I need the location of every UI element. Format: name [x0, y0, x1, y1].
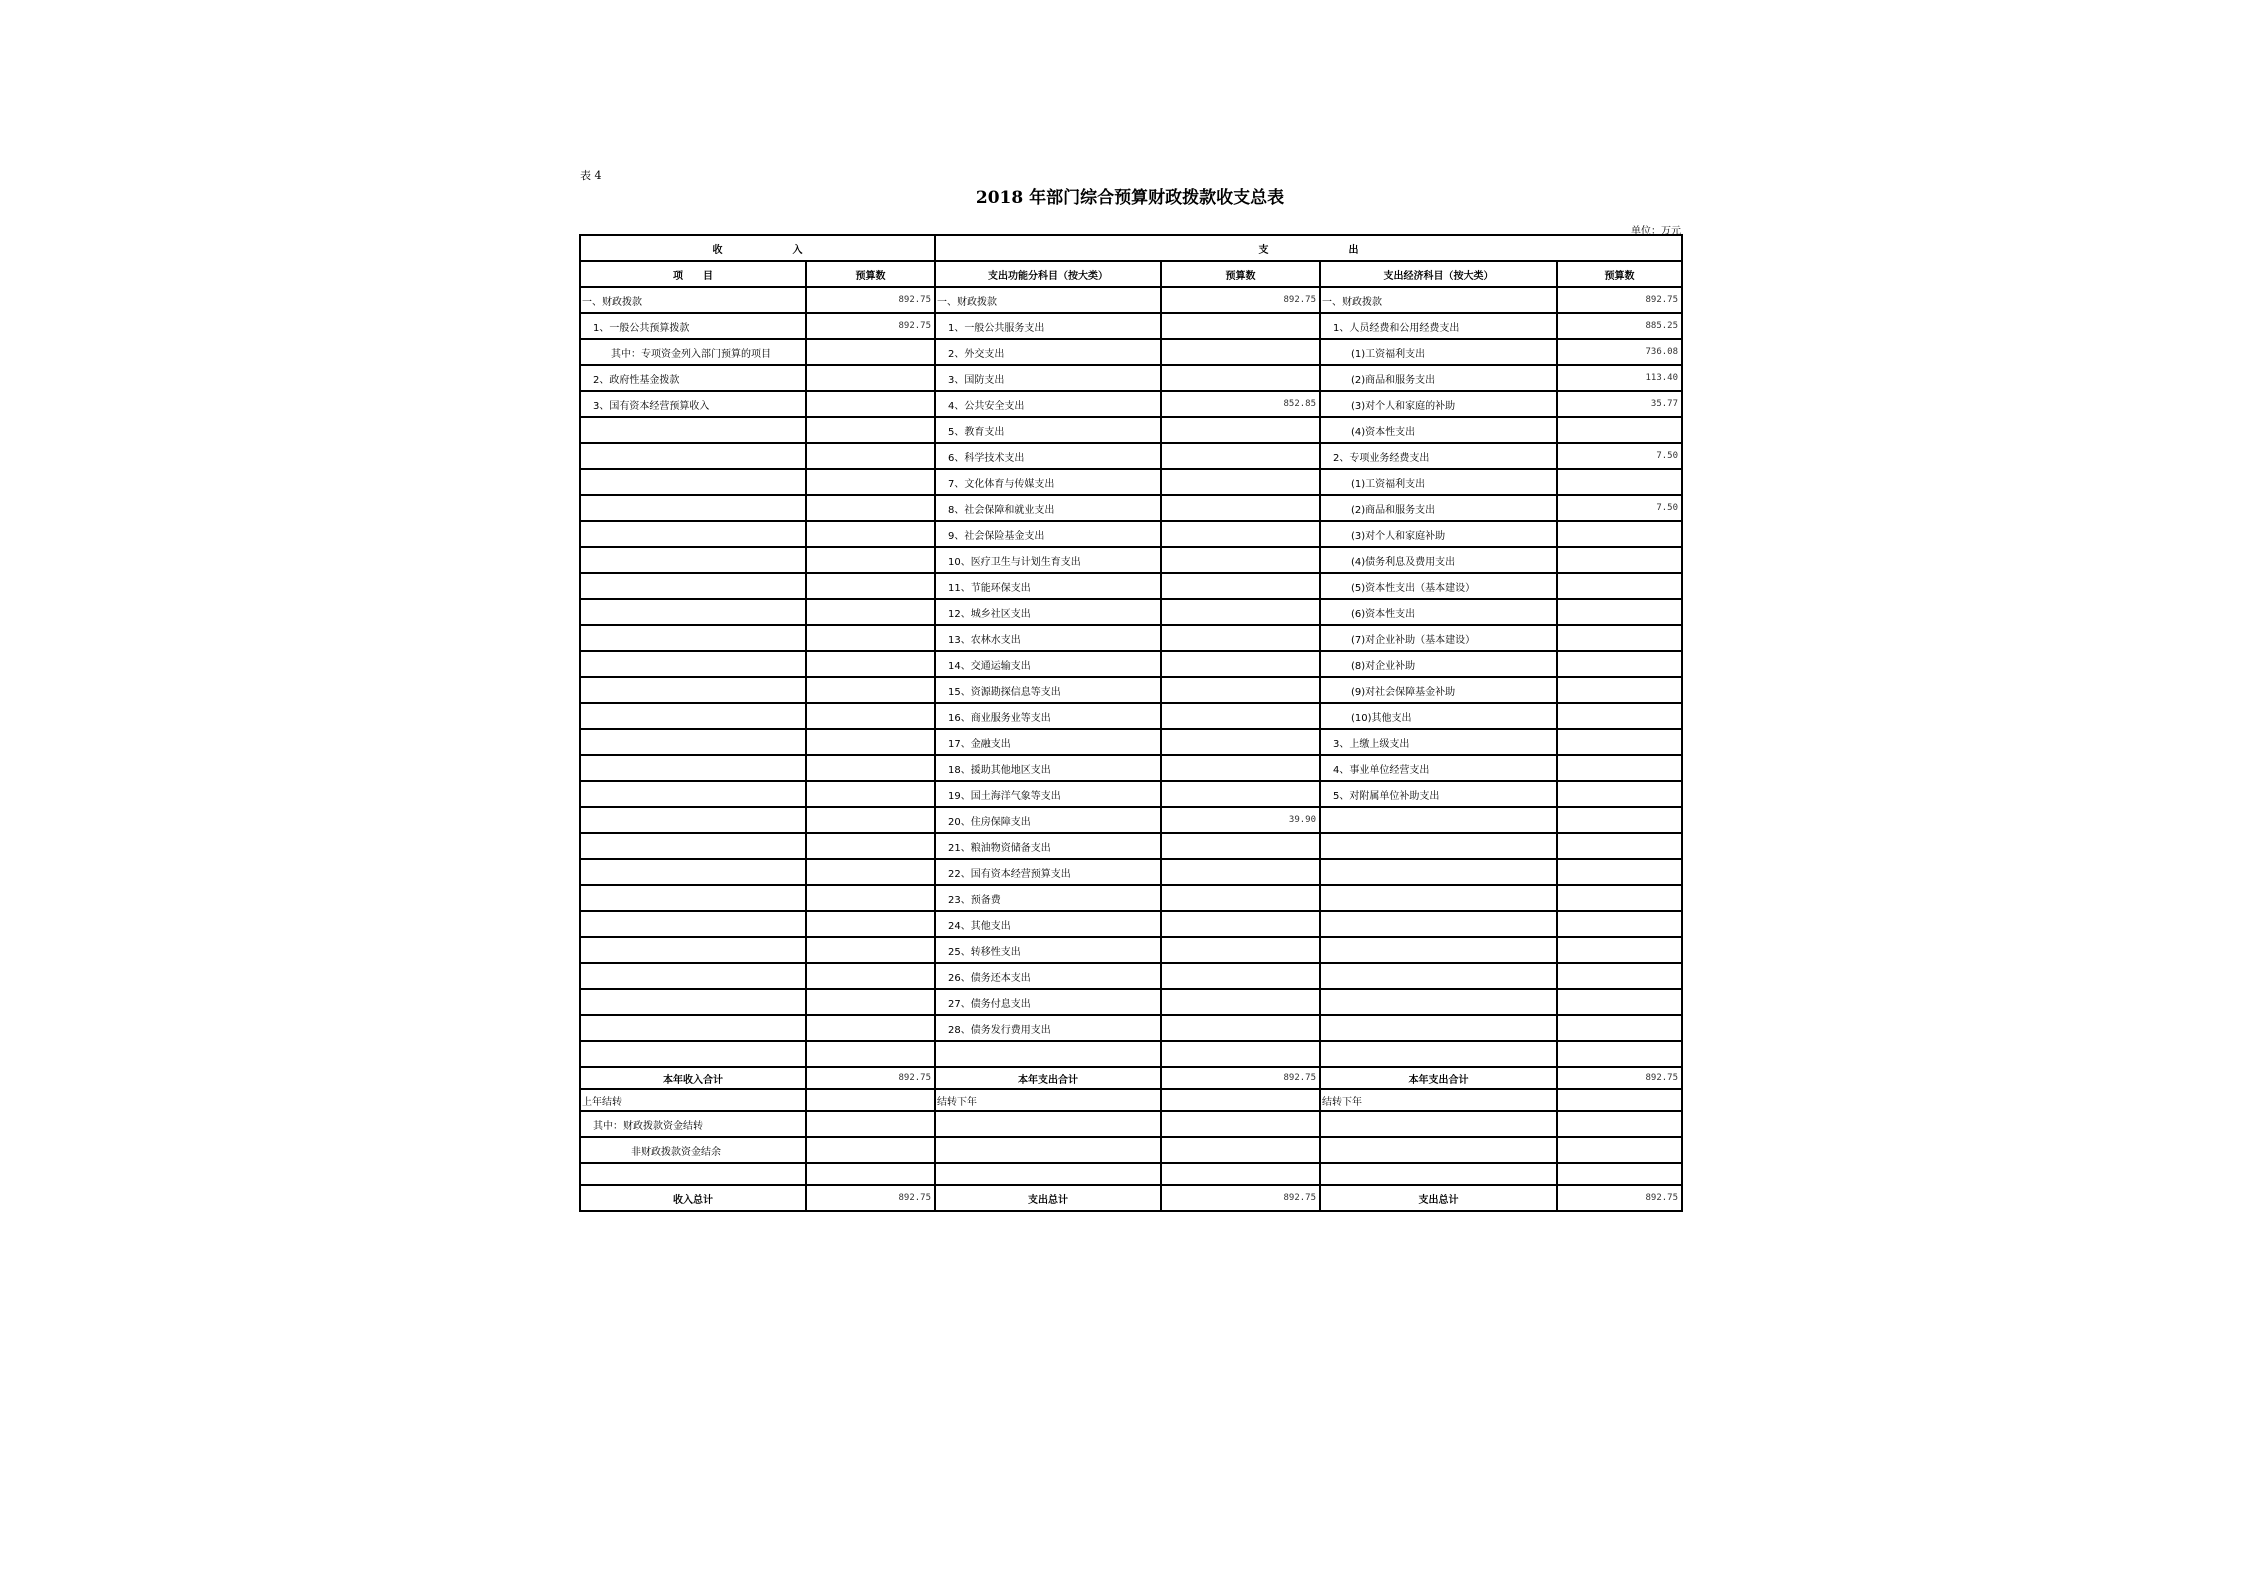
economic-budget-cell — [1557, 1015, 1682, 1041]
function-item-cell: 22、国有资本经营预算支出 — [935, 859, 1161, 885]
economic-budget-cell — [1557, 703, 1682, 729]
table-row — [580, 833, 1682, 859]
economic-item-cell — [1320, 937, 1557, 963]
nonfiscal-carry-label: 非财政拨款资金结余 — [580, 1137, 806, 1163]
economic-item-cell: 5、对附属单位补助支出 — [1320, 781, 1557, 807]
table-number: 表 4 — [580, 169, 602, 182]
empty-cell — [1161, 1111, 1320, 1137]
income-budget-cell — [806, 391, 935, 417]
table-row — [580, 729, 1682, 755]
income-budget-cell — [806, 677, 935, 703]
income-item-cell: 一、财政拨款 — [580, 287, 806, 313]
table-row — [580, 755, 1682, 781]
economic-budget-cell — [1557, 781, 1682, 807]
income-budget-cell — [806, 833, 935, 859]
table-row — [580, 677, 1682, 703]
function-budget-cell — [1161, 339, 1320, 365]
function-item-cell: 18、援助其他地区支出 — [935, 755, 1161, 781]
income-item-cell — [580, 1015, 806, 1041]
economic-budget-cell: 892.75 — [1557, 287, 1682, 313]
income-budget-cell — [806, 339, 935, 365]
function-item-cell: 12、城乡社区支出 — [935, 599, 1161, 625]
economic-budget-cell — [1557, 833, 1682, 859]
function-budget-cell — [1161, 599, 1320, 625]
income-budget-cell — [806, 729, 935, 755]
income-budget-cell — [806, 443, 935, 469]
economic-budget-cell — [1557, 937, 1682, 963]
income-item-cell: 2、政府性基金拨款 — [580, 365, 806, 391]
income-budget-cell — [806, 781, 935, 807]
empty-cell — [580, 1163, 806, 1185]
income-budget-cell — [806, 651, 935, 677]
empty-cell — [935, 1111, 1161, 1137]
table-row — [580, 599, 1682, 625]
economic-item-cell — [1320, 963, 1557, 989]
carry-next-year-value — [1161, 1089, 1320, 1111]
income-budget-cell — [806, 703, 935, 729]
economic-budget-cell — [1557, 625, 1682, 651]
economic-item-cell: (2)商品和服务支出 — [1320, 365, 1557, 391]
function-budget-cell — [1161, 547, 1320, 573]
income-item-cell — [580, 807, 806, 833]
income-item-cell — [580, 547, 806, 573]
col-header-budget-economic: 预算数 — [1557, 261, 1682, 287]
income-budget-cell — [806, 625, 935, 651]
function-item-cell: 14、交通运输支出 — [935, 651, 1161, 677]
income-budget-cell — [806, 365, 935, 391]
table-row — [580, 495, 1682, 521]
income-item-cell — [580, 599, 806, 625]
empty-cell — [806, 1111, 935, 1137]
function-budget-cell: 892.75 — [1161, 287, 1320, 313]
income-item-cell — [580, 417, 806, 443]
economic-item-cell: 一、财政拨款 — [1320, 287, 1557, 313]
economic-item-cell: (8)对企业补助 — [1320, 651, 1557, 677]
year-income-total-label: 本年收入合计 — [580, 1067, 806, 1089]
col-header-budget-function: 预算数 — [1161, 261, 1320, 287]
empty-cell — [806, 1137, 935, 1163]
year-total-row — [580, 1067, 1682, 1089]
economic-item-cell — [1320, 989, 1557, 1015]
income-budget-cell: 892.75 — [806, 313, 935, 339]
income-budget-cell — [806, 469, 935, 495]
table-row — [580, 443, 1682, 469]
empty-cell — [1161, 1163, 1320, 1185]
income-item-cell — [580, 729, 806, 755]
table-row — [580, 573, 1682, 599]
empty-cell — [1557, 1111, 1682, 1137]
table-row — [580, 1015, 1682, 1041]
income-budget-cell — [806, 547, 935, 573]
economic-item-cell — [1320, 833, 1557, 859]
economic-item-cell — [1320, 911, 1557, 937]
table-row — [580, 365, 1682, 391]
fiscal-carry-row — [580, 1111, 1682, 1137]
year-expense-total-value: 892.75 — [1161, 1067, 1320, 1089]
economic-item-cell — [1320, 885, 1557, 911]
unit-label: 单位：万元 — [1631, 226, 1681, 237]
function-item-cell: 1、一般公共服务支出 — [935, 313, 1161, 339]
prev-year-carry-value — [806, 1089, 935, 1111]
income-budget-cell — [806, 573, 935, 599]
income-section-header: 收 入 — [580, 235, 935, 261]
carry-row — [580, 1089, 1682, 1111]
economic-budget-cell — [1557, 729, 1682, 755]
income-item-cell — [580, 703, 806, 729]
function-item-cell: 17、金融支出 — [935, 729, 1161, 755]
income-budget-cell — [806, 599, 935, 625]
income-item-cell — [580, 911, 806, 937]
income-budget-cell — [806, 859, 935, 885]
function-item-cell: 24、其他支出 — [935, 911, 1161, 937]
income-budget-cell — [806, 1015, 935, 1041]
table-row — [580, 625, 1682, 651]
empty-cell — [1557, 1163, 1682, 1185]
function-budget-cell — [1161, 469, 1320, 495]
economic-item-cell: (3)对个人和家庭补助 — [1320, 521, 1557, 547]
economic-budget-cell: 736.08 — [1557, 339, 1682, 365]
table-row — [580, 313, 1682, 339]
table-row — [580, 547, 1682, 573]
table-row — [580, 521, 1682, 547]
economic-item-cell: (7)对企业补助（基本建设） — [1320, 625, 1557, 651]
function-item-cell: 23、预备费 — [935, 885, 1161, 911]
income-budget-cell — [806, 495, 935, 521]
function-budget-cell — [1161, 989, 1320, 1015]
income-item-cell — [580, 1041, 806, 1067]
table-row — [580, 937, 1682, 963]
economic-item-cell — [1320, 1041, 1557, 1067]
table-row — [580, 1041, 1682, 1067]
page-title: 2018 年部门综合预算财政拨款收支总表 — [975, 188, 1285, 208]
function-item-cell: 19、国土海洋气象等支出 — [935, 781, 1161, 807]
economic-budget-cell — [1557, 807, 1682, 833]
income-budget-cell — [806, 521, 935, 547]
economic-budget-cell — [1557, 755, 1682, 781]
prev-year-carry-label: 上年结转 — [580, 1089, 806, 1111]
function-item-cell: 5、教育支出 — [935, 417, 1161, 443]
carry-next-year-label: 结转下年 — [935, 1089, 1161, 1111]
function-budget-cell — [1161, 729, 1320, 755]
income-budget-cell — [806, 807, 935, 833]
economic-item-cell: (4)资本性支出 — [1320, 417, 1557, 443]
table-row — [580, 469, 1682, 495]
economic-item-cell: (4)债务利息及费用支出 — [1320, 547, 1557, 573]
function-item-cell: 一、财政拨款 — [935, 287, 1161, 313]
income-budget-cell — [806, 885, 935, 911]
column-header-row — [580, 261, 1682, 287]
economic-item-cell: (3)对个人和家庭的补助 — [1320, 391, 1557, 417]
function-item-cell: 27、债务付息支出 — [935, 989, 1161, 1015]
income-item-cell — [580, 885, 806, 911]
function-budget-cell — [1161, 963, 1320, 989]
table-row — [580, 963, 1682, 989]
economic-budget-cell — [1557, 911, 1682, 937]
function-item-cell: 4、公共安全支出 — [935, 391, 1161, 417]
carry-next-year-value-econ — [1557, 1089, 1682, 1111]
year-expense-total-label: 本年支出合计 — [935, 1067, 1161, 1089]
function-item-cell: 25、转移性支出 — [935, 937, 1161, 963]
economic-item-cell: (1)工资福利支出 — [1320, 339, 1557, 365]
income-grand-total-value: 892.75 — [806, 1185, 935, 1211]
function-item-cell — [935, 1041, 1161, 1067]
table-row — [580, 859, 1682, 885]
economic-item-cell: (1)工资福利支出 — [1320, 469, 1557, 495]
table-row — [580, 807, 1682, 833]
income-item-cell: 3、国有资本经营预算收入 — [580, 391, 806, 417]
function-budget-cell — [1161, 859, 1320, 885]
function-item-cell: 9、社会保险基金支出 — [935, 521, 1161, 547]
col-header-item: 项 目 — [580, 261, 806, 287]
income-budget-cell — [806, 963, 935, 989]
function-budget-cell — [1161, 833, 1320, 859]
income-item-cell — [580, 989, 806, 1015]
function-item-cell: 13、农林水支出 — [935, 625, 1161, 651]
function-budget-cell — [1161, 677, 1320, 703]
income-budget-cell — [806, 755, 935, 781]
economic-budget-cell: 113.40 — [1557, 365, 1682, 391]
income-item-cell — [580, 495, 806, 521]
economic-budget-cell — [1557, 1041, 1682, 1067]
grand-total-row — [580, 1185, 1682, 1211]
function-budget-cell — [1161, 495, 1320, 521]
year-expense-total-value-econ: 892.75 — [1557, 1067, 1682, 1089]
function-budget-cell — [1161, 651, 1320, 677]
table-row — [580, 703, 1682, 729]
function-item-cell: 8、社会保障和就业支出 — [935, 495, 1161, 521]
income-item-cell: 其中：专项资金列入部门预算的项目 — [580, 339, 806, 365]
income-item-cell — [580, 573, 806, 599]
nonfiscal-carry-row — [580, 1137, 1682, 1163]
function-item-cell: 7、文化体育与传媒支出 — [935, 469, 1161, 495]
function-item-cell: 15、资源勘探信息等支出 — [935, 677, 1161, 703]
table-row — [580, 417, 1682, 443]
budget-table — [579, 234, 1683, 1212]
economic-item-cell: (5)资本性支出（基本建设） — [1320, 573, 1557, 599]
function-budget-cell — [1161, 573, 1320, 599]
table-row — [580, 651, 1682, 677]
function-budget-cell: 852.85 — [1161, 391, 1320, 417]
income-item-cell — [580, 937, 806, 963]
economic-item-cell — [1320, 1015, 1557, 1041]
income-item-cell — [580, 781, 806, 807]
economic-item-cell — [1320, 859, 1557, 885]
function-budget-cell — [1161, 703, 1320, 729]
blank-row — [580, 1163, 1682, 1185]
empty-cell — [935, 1137, 1161, 1163]
economic-budget-cell — [1557, 651, 1682, 677]
table-row — [580, 885, 1682, 911]
function-budget-cell — [1161, 781, 1320, 807]
table-row — [580, 911, 1682, 937]
section-header-row — [580, 235, 1682, 261]
col-header-economic: 支出经济科目（按大类） — [1320, 261, 1557, 287]
economic-item-cell: 4、事业单位经营支出 — [1320, 755, 1557, 781]
function-item-cell: 11、节能环保支出 — [935, 573, 1161, 599]
empty-cell — [935, 1163, 1161, 1185]
table-row — [580, 781, 1682, 807]
economic-item-cell: (10)其他支出 — [1320, 703, 1557, 729]
function-budget-cell — [1161, 937, 1320, 963]
function-item-cell: 21、粮油物资储备支出 — [935, 833, 1161, 859]
economic-budget-cell: 35.77 — [1557, 391, 1682, 417]
income-item-cell — [580, 963, 806, 989]
income-budget-cell — [806, 1041, 935, 1067]
economic-budget-cell — [1557, 547, 1682, 573]
expense-grand-total-label: 支出总计 — [935, 1185, 1161, 1211]
function-item-cell: 2、外交支出 — [935, 339, 1161, 365]
economic-budget-cell — [1557, 417, 1682, 443]
income-budget-cell — [806, 937, 935, 963]
function-item-cell: 10、医疗卫生与计划生育支出 — [935, 547, 1161, 573]
function-budget-cell — [1161, 755, 1320, 781]
expense-grand-total-value-econ: 892.75 — [1557, 1185, 1682, 1211]
empty-cell — [1161, 1137, 1320, 1163]
economic-budget-cell — [1557, 989, 1682, 1015]
economic-budget-cell — [1557, 573, 1682, 599]
economic-item-cell: (9)对社会保障基金补助 — [1320, 677, 1557, 703]
function-item-cell: 6、科学技术支出 — [935, 443, 1161, 469]
function-budget-cell — [1161, 1041, 1320, 1067]
economic-item-cell: (2)商品和服务支出 — [1320, 495, 1557, 521]
economic-item-cell: 2、专项业务经费支出 — [1320, 443, 1557, 469]
income-budget-cell — [806, 989, 935, 1015]
economic-budget-cell — [1557, 859, 1682, 885]
table-row — [580, 391, 1682, 417]
economic-budget-cell — [1557, 599, 1682, 625]
income-item-cell — [580, 755, 806, 781]
economic-item-cell: (6)资本性支出 — [1320, 599, 1557, 625]
income-budget-cell — [806, 417, 935, 443]
economic-budget-cell — [1557, 963, 1682, 989]
expense-grand-total-label-econ: 支出总计 — [1320, 1185, 1557, 1211]
table-row — [580, 339, 1682, 365]
function-item-cell: 20、住房保障支出 — [935, 807, 1161, 833]
empty-cell — [806, 1163, 935, 1185]
function-budget-cell — [1161, 443, 1320, 469]
function-budget-cell — [1161, 911, 1320, 937]
income-item-cell: 1、一般公共预算拨款 — [580, 313, 806, 339]
function-budget-cell — [1161, 885, 1320, 911]
income-item-cell — [580, 521, 806, 547]
col-header-function: 支出功能分科目（按大类） — [935, 261, 1161, 287]
function-budget-cell — [1161, 1015, 1320, 1041]
income-item-cell — [580, 677, 806, 703]
economic-item-cell: 1、人员经费和公用经费支出 — [1320, 313, 1557, 339]
table-row — [580, 989, 1682, 1015]
function-item-cell: 26、债务还本支出 — [935, 963, 1161, 989]
function-budget-cell — [1161, 365, 1320, 391]
income-item-cell — [580, 833, 806, 859]
fiscal-carry-label: 其中：财政拨款资金结转 — [580, 1111, 806, 1137]
empty-cell — [1320, 1163, 1557, 1185]
income-budget-cell — [806, 911, 935, 937]
income-budget-cell: 892.75 — [806, 287, 935, 313]
year-expense-total-label-econ: 本年支出合计 — [1320, 1067, 1557, 1089]
function-budget-cell — [1161, 417, 1320, 443]
income-grand-total-label: 收入总计 — [580, 1185, 806, 1211]
function-budget-cell — [1161, 313, 1320, 339]
income-item-cell — [580, 651, 806, 677]
function-budget-cell: 39.90 — [1161, 807, 1320, 833]
empty-cell — [1320, 1137, 1557, 1163]
function-item-cell: 28、债务发行费用支出 — [935, 1015, 1161, 1041]
economic-item-cell — [1320, 807, 1557, 833]
economic-budget-cell: 7.50 — [1557, 495, 1682, 521]
function-item-cell: 16、商业服务业等支出 — [935, 703, 1161, 729]
income-item-cell — [580, 859, 806, 885]
table-row — [580, 287, 1682, 313]
economic-item-cell: 3、上缴上级支出 — [1320, 729, 1557, 755]
year-income-total-value: 892.75 — [806, 1067, 935, 1089]
income-item-cell — [580, 443, 806, 469]
economic-budget-cell — [1557, 469, 1682, 495]
economic-budget-cell: 7.50 — [1557, 443, 1682, 469]
function-item-cell: 3、国防支出 — [935, 365, 1161, 391]
income-item-cell — [580, 469, 806, 495]
function-budget-cell — [1161, 521, 1320, 547]
col-header-budget-income: 预算数 — [806, 261, 935, 287]
function-budget-cell — [1161, 625, 1320, 651]
empty-cell — [1320, 1111, 1557, 1137]
expense-section-header: 支 出 — [935, 235, 1682, 261]
expense-grand-total-value: 892.75 — [1161, 1185, 1320, 1211]
carry-next-year-label-econ: 结转下年 — [1320, 1089, 1557, 1111]
income-item-cell — [580, 625, 806, 651]
economic-budget-cell: 885.25 — [1557, 313, 1682, 339]
economic-budget-cell — [1557, 677, 1682, 703]
economic-budget-cell — [1557, 521, 1682, 547]
empty-cell — [1557, 1137, 1682, 1163]
economic-budget-cell — [1557, 885, 1682, 911]
